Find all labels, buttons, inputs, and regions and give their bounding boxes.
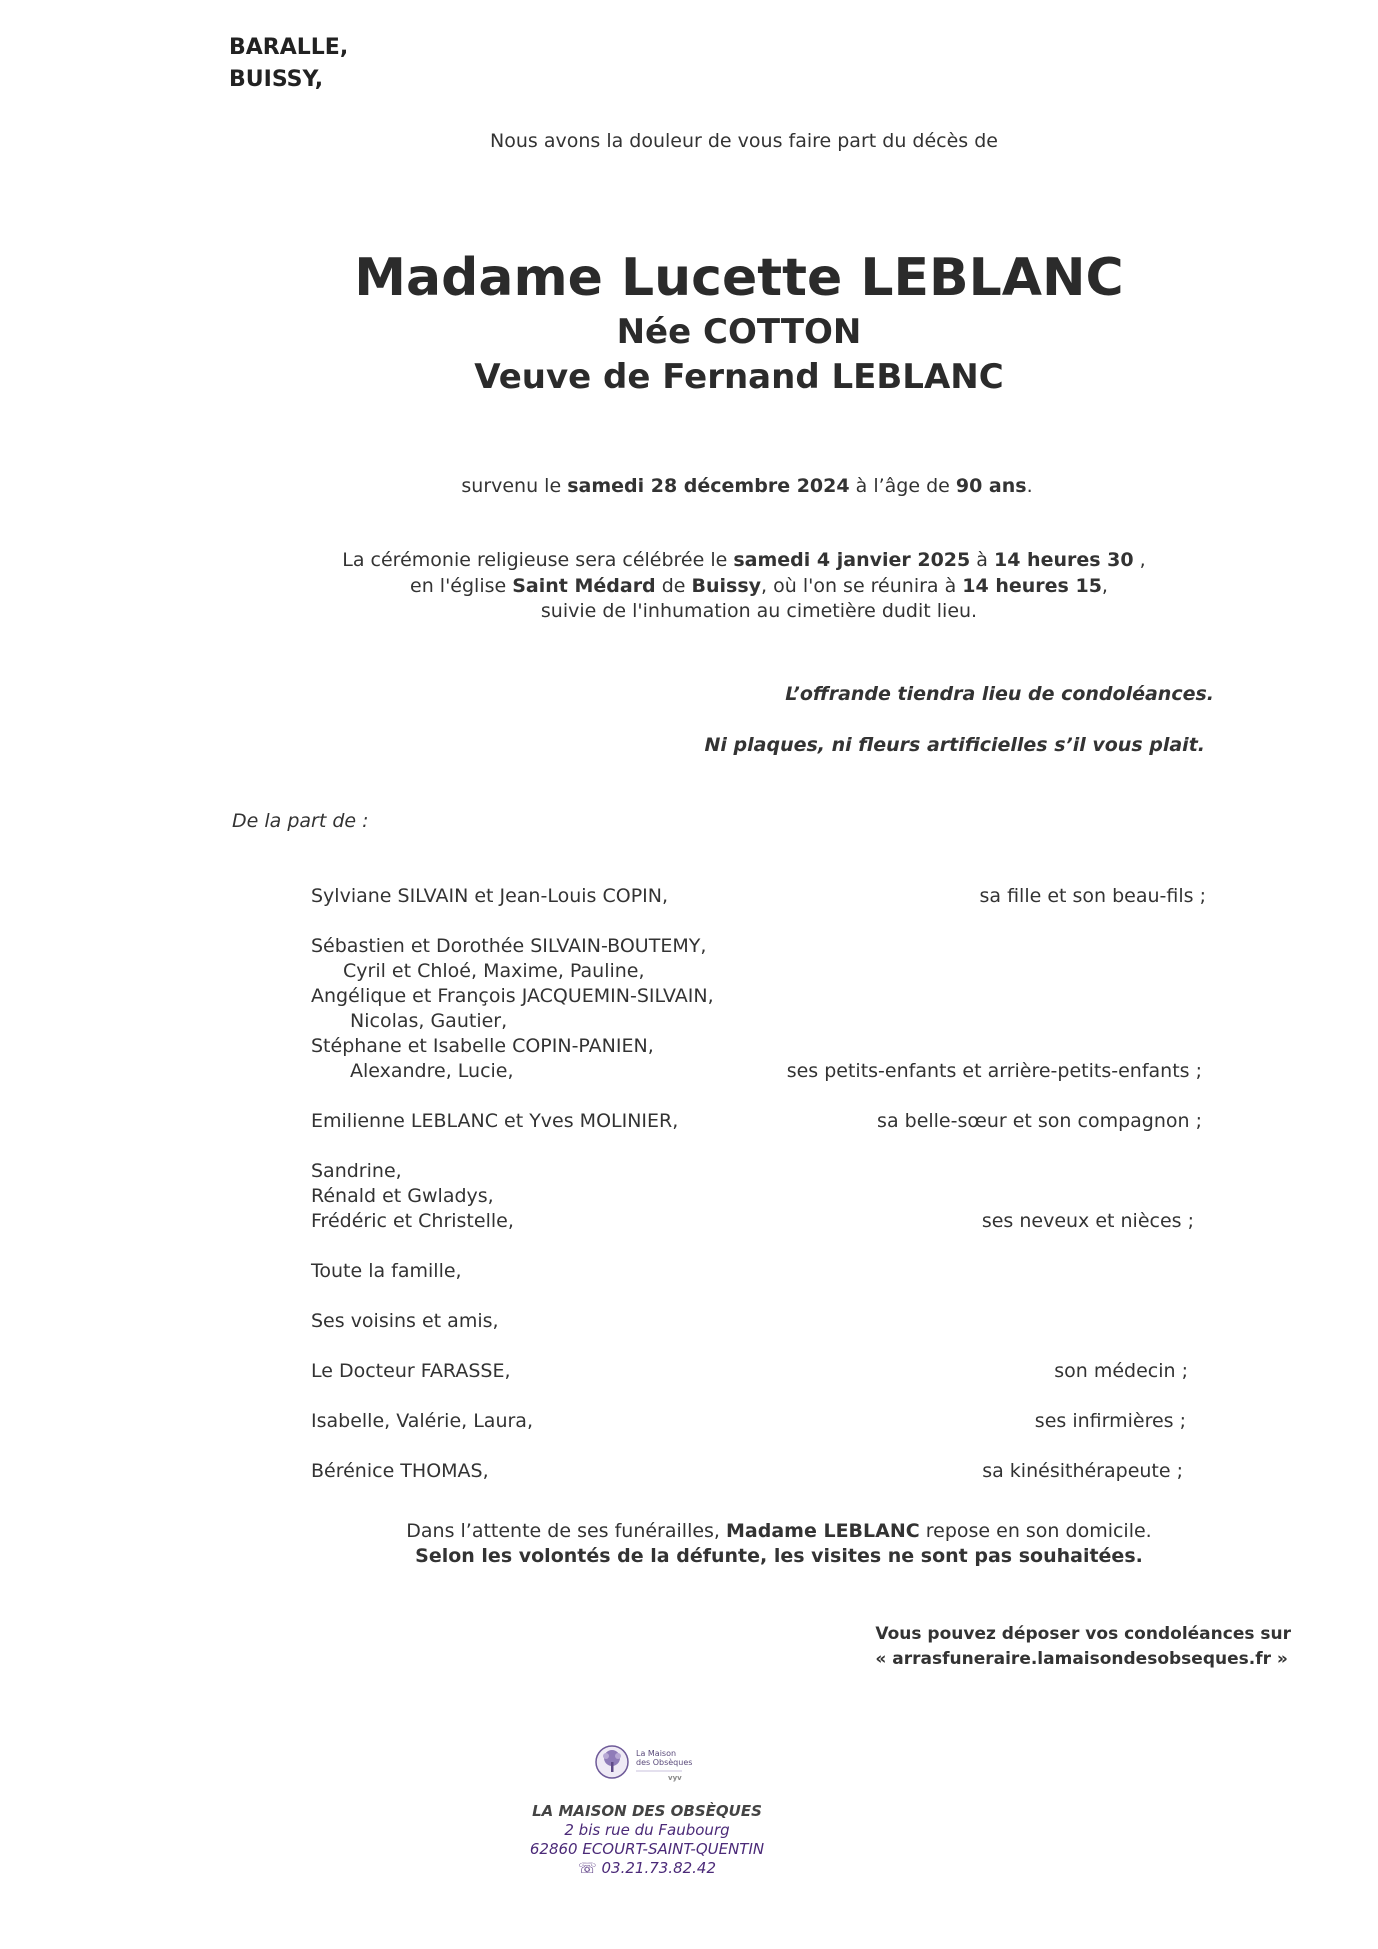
relationship: sa kinésithérapeute ; xyxy=(982,1460,1183,1482)
town-line-1: BARALLE, xyxy=(229,35,349,60)
logo-text-1: La Maison xyxy=(636,1749,677,1758)
death-line xyxy=(58,475,1378,497)
relative-name: Bérénice THOMAS, xyxy=(311,1460,489,1482)
church-name: Saint Médard xyxy=(512,575,656,597)
street-address: 2 bis rue du Faubourg xyxy=(564,1821,730,1839)
from-label: De la part de : xyxy=(232,810,369,832)
relationship: ses infirmières ; xyxy=(1034,1410,1186,1432)
relative-name: Rénald et Gwladys, xyxy=(311,1185,494,1207)
ceremony-l2-mid2: , où l'on se réunira à xyxy=(761,575,963,597)
ceremony-l1-end: , xyxy=(1133,549,1146,571)
relative-name: Sandrine, xyxy=(311,1160,402,1182)
phone-line xyxy=(0,1859,1336,1878)
condolences-line-1: Vous pouvez déposer vos condoléances sur xyxy=(875,1624,1291,1644)
church-town: Buissy xyxy=(691,575,762,597)
city-address: 62860 ECOURT-SAINT-QUENTIN xyxy=(529,1840,765,1858)
relative-name: Le Docteur FARASSE, xyxy=(311,1360,511,1382)
offrande-note: L’offrande tiendra lieu de condoléances. xyxy=(785,683,1214,705)
logo-text-3: vyv xyxy=(668,1774,682,1782)
relationship: son médecin ; xyxy=(1054,1360,1188,1382)
repose-name: Madame LEBLANC xyxy=(726,1520,920,1542)
relative-name: Frédéric et Christelle, xyxy=(311,1210,514,1232)
death-end: . xyxy=(1026,475,1033,497)
relative-name: Stéphane et Isabelle COPIN-PANIEN, xyxy=(311,1035,654,1057)
ceremony-line-3: suivie de l'inhumation au cimetière dudit lieu. xyxy=(540,600,978,622)
ceremony-l2-end: , xyxy=(1101,575,1108,597)
relationship: sa belle-sœur et son compagnon ; xyxy=(877,1110,1202,1132)
ceremony-time: 14 heures 30 xyxy=(993,549,1134,571)
town-line-2: BUISSY, xyxy=(229,67,324,92)
ceremony-line-1 xyxy=(55,549,1378,571)
relative-name: Angélique et François JACQUEMIN-SILVAIN, xyxy=(311,985,714,1007)
gathering-time: 14 heures 15 xyxy=(962,575,1102,597)
relative-name: Emilienne LEBLANC et Yves MOLINIER, xyxy=(311,1110,679,1132)
repose-post: repose en son domicile. xyxy=(919,1520,1152,1542)
repose-line xyxy=(90,1520,1378,1542)
relative-children: Cyril et Chloé, Maxime, Pauline, xyxy=(343,960,645,982)
town-header xyxy=(229,32,348,96)
ceremony-l2-pre: en l'église xyxy=(410,575,513,597)
relative-name: Ses voisins et amis, xyxy=(311,1310,499,1332)
ceremony-line-2 xyxy=(70,575,1378,597)
relationship: sa fille et son beau-fils ; xyxy=(979,885,1206,907)
plaques-note: Ni plaques, ni fleurs artificielles s’il vous plait. xyxy=(704,734,1205,756)
relative-children: Alexandre, Lucie, xyxy=(350,1060,514,1082)
ceremony-date: samedi 4 janvier 2025 xyxy=(733,549,971,571)
repose-pre: Dans l’attente de ses funérailles, xyxy=(406,1520,727,1542)
relative-name: Sylviane SILVAIN et Jean-Louis COPIN, xyxy=(311,885,669,907)
death-age: 90 ans xyxy=(955,475,1027,497)
funeral-home-address xyxy=(0,1802,1336,1878)
death-date: samedi 28 décembre 2024 xyxy=(567,475,850,497)
deceased-name: Madame Lucette LEBLANC xyxy=(354,248,1124,308)
relationship: ses petits-enfants et arrière-petits-enfants ; xyxy=(786,1060,1202,1082)
tree-logo-icon xyxy=(594,1744,694,1784)
relationship: ses neveux et nièces ; xyxy=(981,1210,1194,1232)
ceremony-l2-mid: de xyxy=(655,575,692,597)
logo-text-2: des Obsèques xyxy=(636,1758,693,1767)
deceased-widow: Veuve de Fernand LEBLANC xyxy=(474,357,1004,397)
death-mid: à l’âge de xyxy=(849,475,956,497)
ceremony-l1-mid: à xyxy=(970,549,994,571)
relative-children: Nicolas, Gautier, xyxy=(350,1010,508,1032)
relative-name: Isabelle, Valérie, Laura, xyxy=(311,1410,533,1432)
intro-text: Nous avons la douleur de vous faire part du décès de xyxy=(490,130,998,152)
relative-name: Toute la famille, xyxy=(311,1260,462,1282)
phone-number: 03.21.73.82.42 xyxy=(596,1859,717,1877)
condolences-website: « arrasfuneraire.lamaisondesobseques.fr » xyxy=(875,1649,1288,1669)
condolences-block xyxy=(875,1622,1291,1672)
deceased-born: Née COTTON xyxy=(616,312,862,352)
relative-name: Sébastien et Dorothée SILVAIN-BOUTEMY, xyxy=(311,935,707,957)
phone-icon: ☏ xyxy=(577,1859,597,1877)
funeral-home-logo xyxy=(594,1744,694,1784)
visits-note: Selon les volontés de la défunte, les visites ne sont pas souhaitées. xyxy=(415,1545,1143,1567)
company-name: LA MAISON DES OBSÈQUES xyxy=(532,1802,762,1820)
death-pre: survenu le xyxy=(461,475,568,497)
ceremony-l1-pre: La cérémonie religieuse sera célébrée le xyxy=(342,549,734,571)
